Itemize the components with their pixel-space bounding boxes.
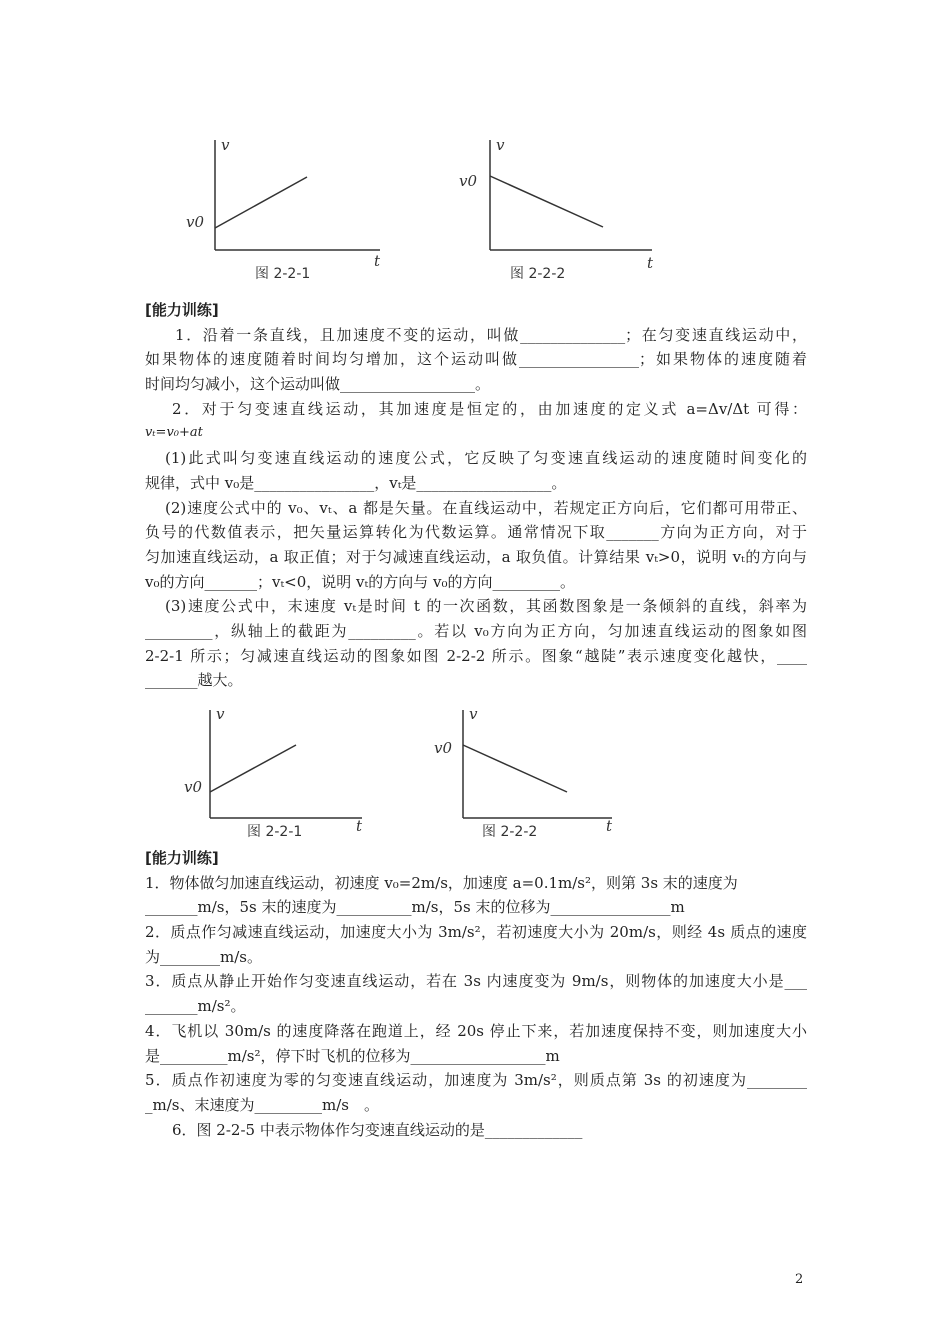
question-4: 4．飞机以 30m/s 的速度降落在跑道上，经 20s 停止下来，若加速度保持不变，则加速度大小 [145,1021,807,1040]
page-number: 2 [795,1272,804,1287]
question-3-cont: _______m/s²。 [145,997,246,1016]
velocity-line [463,745,567,792]
figure-caption: 图 2-2-2 [482,824,538,840]
text-line: (3)速度公式中，末速度 vₜ是时间 t 的一次函数，其函数图象是一条倾斜的直线，斜率为 [165,597,807,616]
question-2-cont: 为________m/s。 [145,947,262,966]
axis-v-label: v [469,705,478,723]
question-3: 3．质点从静止开始作匀变速直线运动，若在 3s 内速度变为 9m/s，则物体的加速度大小是___ [145,972,807,991]
section-heading: [能力训练] [145,849,219,867]
question-2: 2．质点作匀减速直线运动，加速度大小为 3m/s²，若初速度大小为 20m/s，则经 4s 质点的速度 [145,923,807,942]
text-line: 1．沿着一条直线，且加速度不变的运动，叫做______________；在匀变速直线运动中， [175,325,807,344]
axis-t-label: t [647,254,654,272]
text-line: (1)此式叫匀变速直线运动的速度公式，它反映了匀变速直线运动的速度随时间变化的 [165,449,807,468]
v0-label: v0 [434,739,453,757]
section-2 [145,846,807,1142]
text-line: 负号的代数值表示，把矢量运算转化为代数运算。通常情况下取_______方向为正方向，对于 [145,523,807,542]
figure-2-2-2-middle [463,710,612,818]
v0-label: v0 [184,778,203,796]
figure-2-2-1-middle [210,710,362,818]
text-line: 如果物体的速度随着时间均匀增加，这个运动叫做________________；如果物体的速度随着 [145,350,807,369]
axis-v-label: v [496,136,505,154]
text-line: (2)速度公式中的 v₀、vₜ、a 都是矢量。在直线运动中，若规定正方向后，它们都可用带正、 [165,498,807,517]
text-line: 时间均匀减小，这个运动叫做__________________。 [145,375,491,394]
question-4-cont: 是_________m/s²，停下时飞机的位移为__________________m [145,1046,560,1065]
question-1: 1．物体做匀加速直线运动，初速度 v₀=2m/s，加速度 a=0.1m/s²，则第 3s 末的速度为 [145,873,738,892]
section-heading: [能力训练] [145,301,219,319]
axis-t-label: t [374,252,381,270]
axis-v-label: v [216,705,225,723]
text-line: _________，纵轴上的截距为_________。若以 v₀方向为正方向，匀加速直线运动的图象如图 [145,621,807,640]
formula-line: vₜ=v₀+at [145,425,203,441]
text-line: 规律，式中 v₀是________________，vₜ是__________________。 [145,473,567,492]
figure-caption: 图 2-2-1 [247,824,303,840]
text-line: v₀的方向_______；vₜ<0，说明 vₜ的方向与 v₀的方向_________。 [145,572,575,591]
question-6: 6．图 2-2-5 中表示物体作匀变速直线运动的是_____________ [172,1120,583,1139]
velocity-line [210,745,296,792]
axis-t-label: t [606,817,613,835]
question-1-cont: _______m/s，5s 末的速度为__________m/s，5s 末的位移为________________m [145,898,685,917]
v0-label: v0 [186,213,205,231]
axis-t-label: t [356,817,363,835]
text-line: 2．对于匀变速直线运动，其加速度是恒定的，由加速度的定义式 a=Δv/Δt 可得： [172,399,807,418]
figure-caption: 图 2-2-2 [510,266,566,282]
text-line: _______越大。 [145,671,243,690]
v0-label: v0 [459,172,478,190]
text-line: 匀加速直线运动，a 取正值；对于匀减速直线运动，a 取负值。计算结果 vₜ>0，说明 vₜ的方向与 [145,547,807,566]
text-line: 2-2-1 所示；匀减速直线运动的图象如图 2-2-2 所示。图象“越陡”表示速度变化越快，____ [145,646,807,665]
question-5-cont: _m/s、末速度为_________m/s 。 [145,1095,379,1114]
question-5: 5．质点作初速度为零的匀变速直线运动，加速度为 3m/s²，则质点第 3s 的初速度为________ [145,1071,807,1090]
axis-v-label: v [221,136,230,154]
figure-caption: 图 2-2-1 [255,266,311,282]
